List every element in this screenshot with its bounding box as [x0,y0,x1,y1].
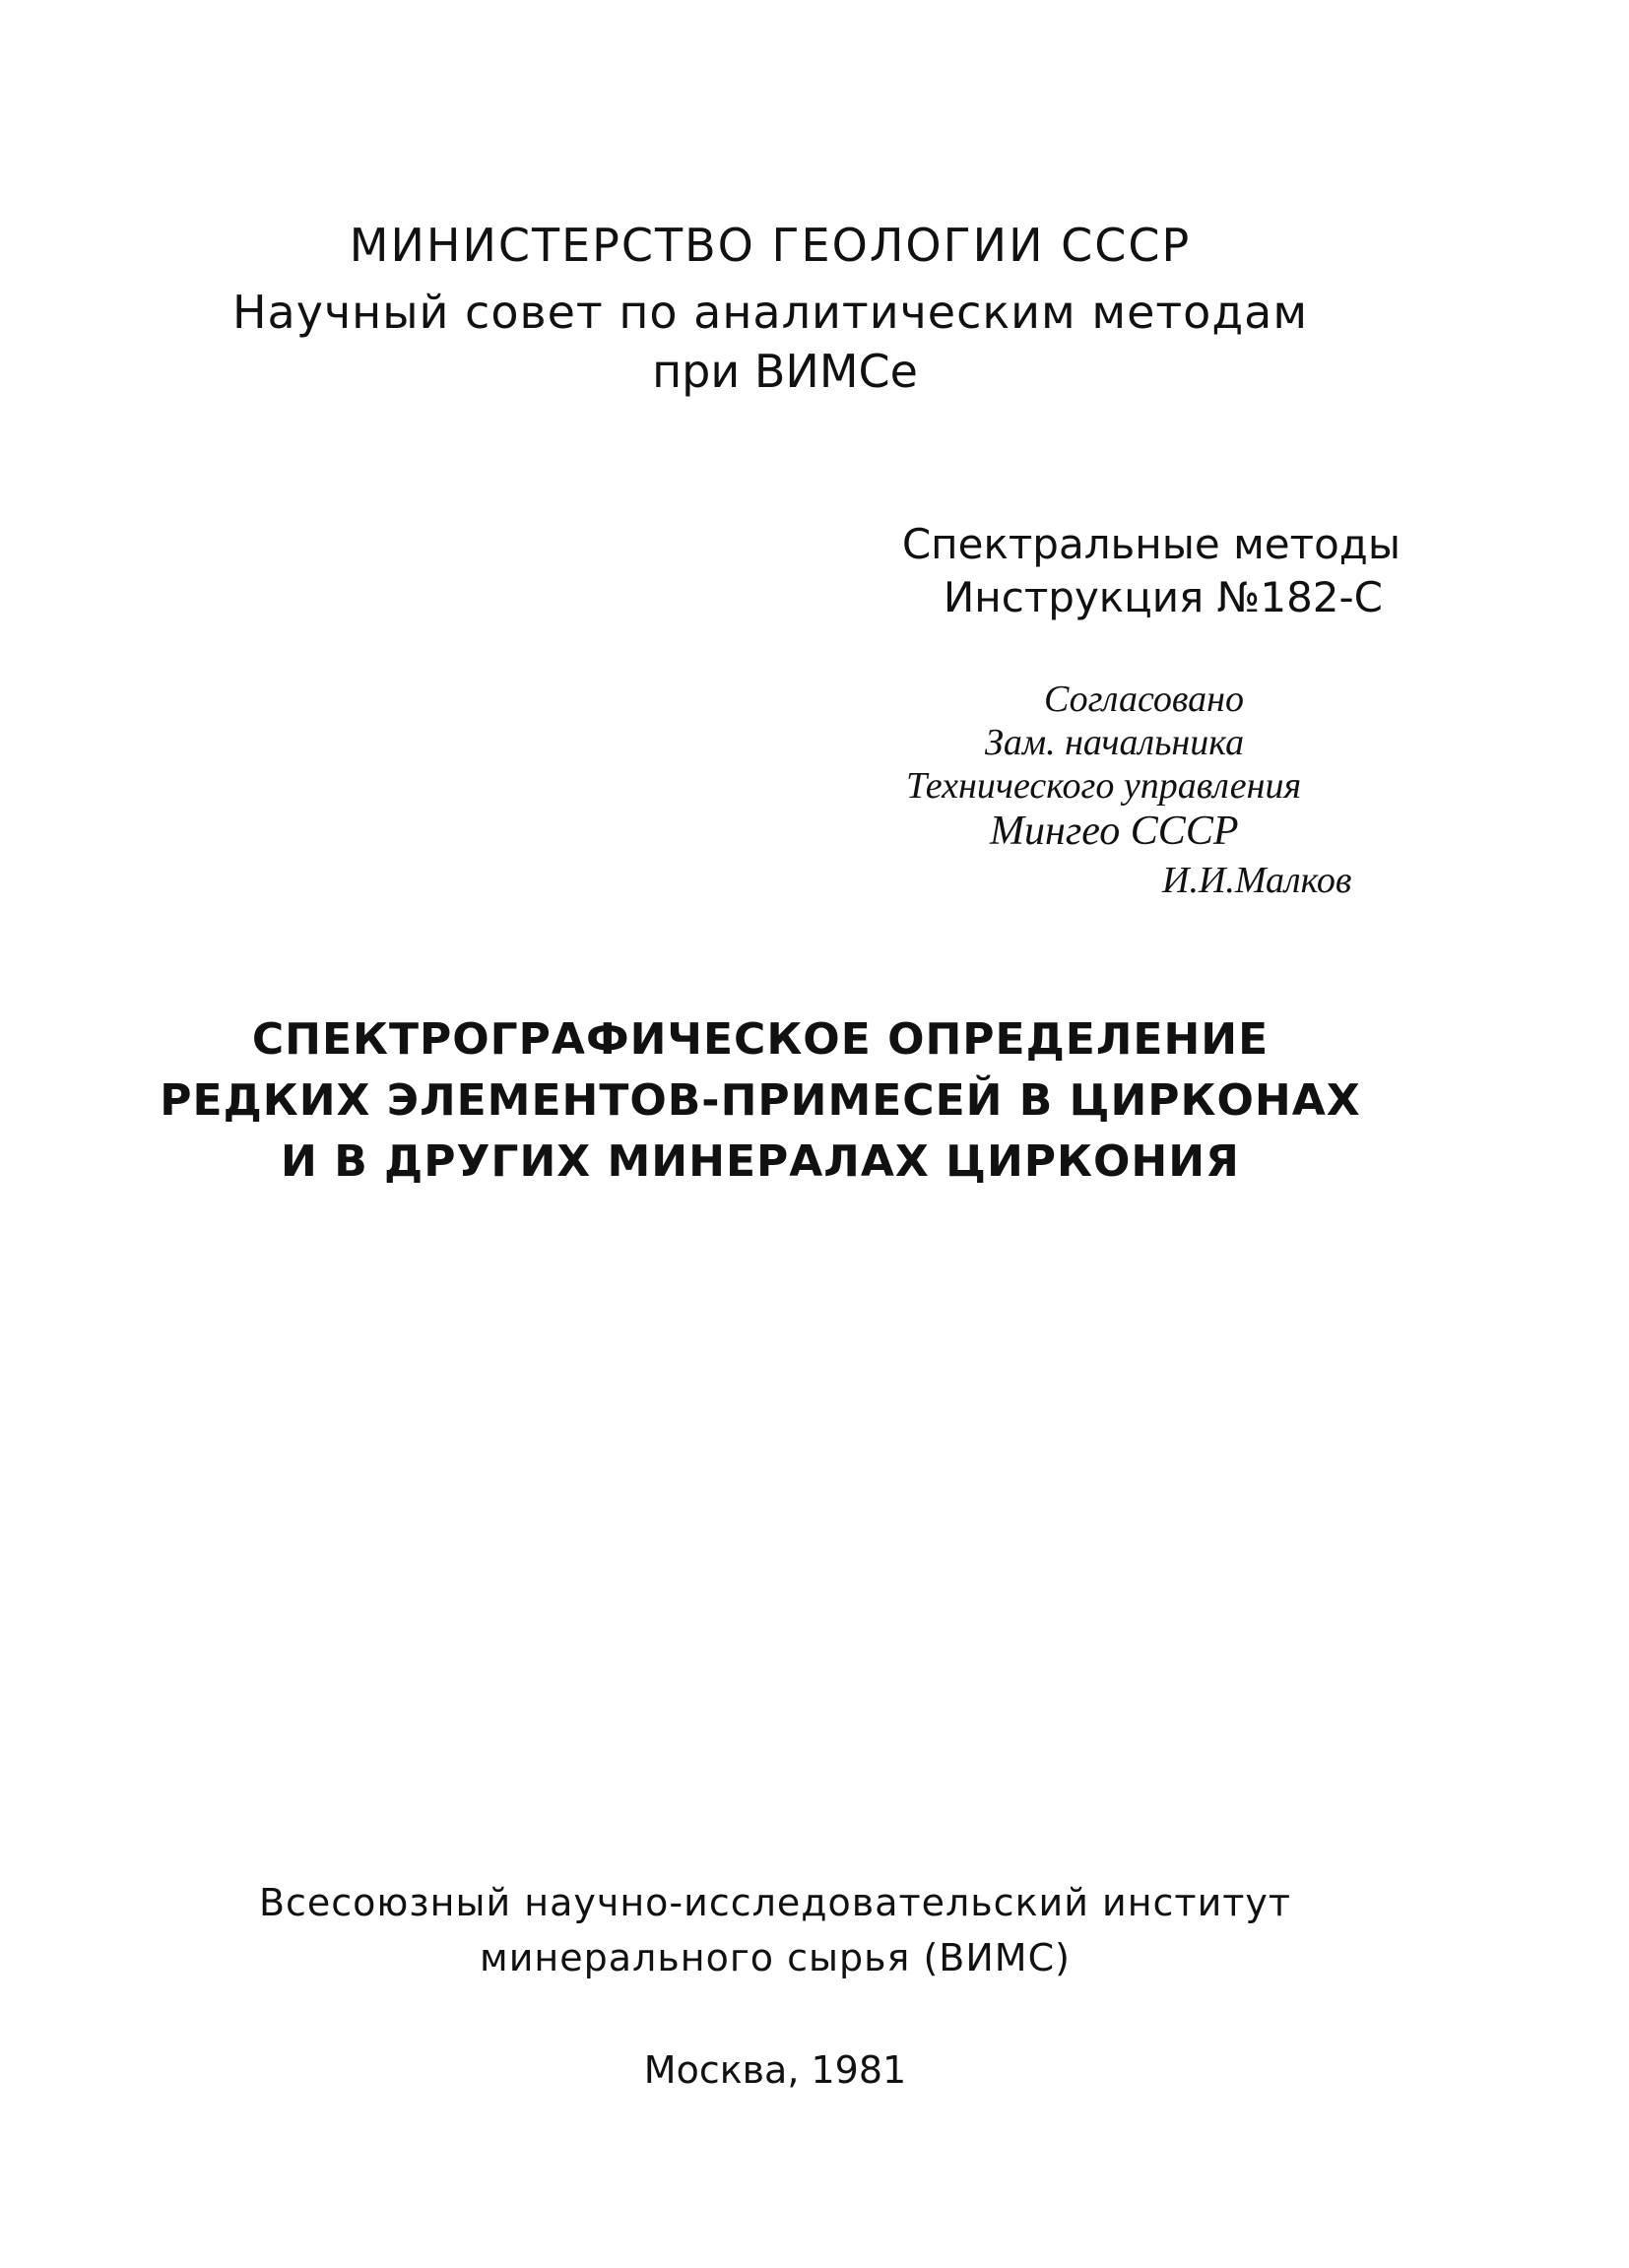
approval-line-1: Согласовано [1044,679,1244,720]
institute-line-2: минерального сырья (ВИМС) [480,1936,1071,1979]
title-line-1: СПЕКТРОГРАФИЧЕСКОЕ ОПРЕДЕЛЕНИЕ [251,1014,1270,1065]
council-affiliation: при ВИМСе [652,345,918,398]
methods-label: Спектральные методы [901,520,1401,568]
approval-line-3: Технического управления [906,765,1302,807]
institute-line-1: Всесоюзный научно-исследовательский институт [258,1881,1292,1924]
ministry-name: МИНИСТЕРСТВО ГЕОЛОГИИ СССР [349,219,1192,272]
instruction-number: Инструкция №182-С [943,573,1383,621]
council-name: Научный совет по аналитическим методам [231,286,1309,339]
title-line-2: РЕДКИХ ЭЛЕМЕНТОВ-ПРИМЕСЕЙ В ЦИРКОНАХ [160,1075,1361,1126]
approval-line-4: Мингео СССР [990,809,1239,854]
approval-line-2: Зам. начальника [985,722,1245,763]
imprint-city-year: Москва, 1981 [643,2048,907,2092]
approval-signatory: И.И.Малков [1162,860,1352,901]
title-line-3: И В ДРУГИХ МИНЕРАЛАХ ЦИРКОНИЯ [281,1136,1240,1187]
